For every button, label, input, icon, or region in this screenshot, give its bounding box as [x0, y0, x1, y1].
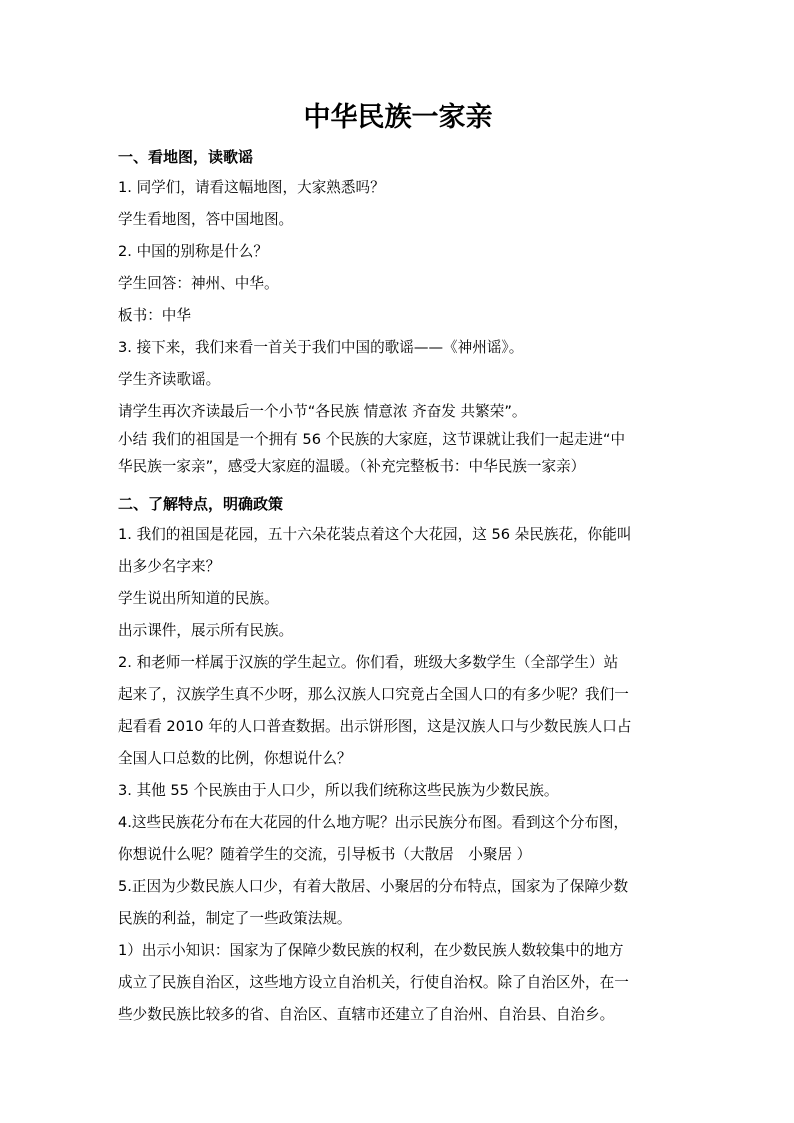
paragraph-line: 全国人口总数的比例，你想说什么？: [118, 750, 352, 767]
paragraph-line: 3. 其他 55 个民族由于人口少，所以我们统称这些民族为少数民族。: [118, 782, 559, 799]
paragraph-line: 学生回答：神州、中华。: [118, 275, 279, 292]
paragraph-line: 板书：中华: [118, 307, 191, 324]
paragraph-line: 4.这些民族花分布在大花园的什么地方呢？出示民族分布图。看到这个分布图，: [118, 814, 629, 831]
paragraph-line: 请学生再次齐读最后一个小节“各民族 情意浓 齐奋发 共繁荣”。: [118, 403, 527, 420]
section-heading-2: 二、了解特点，明确政策: [118, 495, 284, 513]
paragraph-line: 起看看 2010 年的人口普查数据。出示饼形图，这是汉族人口与少数民族人口占: [118, 718, 632, 735]
paragraph-line: 你想说什么呢？随着学生的交流，引导板书（大散居 小聚居 ）: [118, 846, 532, 863]
paragraph-line: 学生齐读歌谣。: [118, 371, 221, 388]
paragraph-line: 起来了，汉族学生真不少呀，那么汉族人口究竟占全国人口的有多少呢？我们一: [118, 686, 629, 703]
page-title: 中华民族一家亲: [303, 102, 493, 133]
paragraph-line: 出多少名字来？: [118, 558, 221, 575]
paragraph-line: 成立了民族自治区，这些地方设立自治机关，行使自治权。除了自治区外，在一: [118, 974, 629, 991]
paragraph-line: 华民族一家亲”，感受大家庭的温暖。（补充完整板书：中华民族一家亲）: [118, 458, 586, 475]
paragraph-line: 2. 和老师一样属于汉族的学生起立。你们看，班级大多数学生（全部学生）站: [118, 654, 619, 671]
paragraph-line: 1. 同学们，请看这幅地图，大家熟悉吗？: [118, 179, 385, 196]
paragraph-line: 学生看地图，答中国地图。: [118, 211, 294, 228]
section-heading-1: 一、看地图，读歌谣: [118, 148, 254, 166]
paragraph-line: 5.正因为少数民族人口少，有着大散居、小聚居的分布特点，国家为了保障少数: [118, 878, 629, 895]
paragraph-line: 1. 我们的祖国是花园，五十六朵花装点着这个大花园，这 56 朵民族花，你能叫: [118, 526, 632, 543]
paragraph-line: 民族的利益，制定了一些政策法规。: [118, 910, 352, 927]
paragraph-line: 1）出示小知识：国家为了保障少数民族的权利，在少数民族人数较集中的地方: [118, 942, 624, 959]
paragraph-line: 小结 我们的祖国是一个拥有 56 个民族的大家庭，这节课就让我们一起走进“中: [118, 431, 626, 448]
paragraph-line: 2. 中国的别称是什么？: [118, 243, 268, 260]
document-page: [118, 98, 678, 1031]
paragraph-line: 学生说出所知道的民族。: [118, 590, 279, 607]
paragraph-line: 出示课件，展示所有民族。: [118, 622, 294, 639]
paragraph-line: 些少数民族比较多的省、自治区、直辖市还建立了自治州、自治县、自治乡。: [118, 1006, 615, 1023]
paragraph-line: 3. 接下来，我们来看一首关于我们中国的歌谣——《神州谣》。: [118, 339, 524, 356]
